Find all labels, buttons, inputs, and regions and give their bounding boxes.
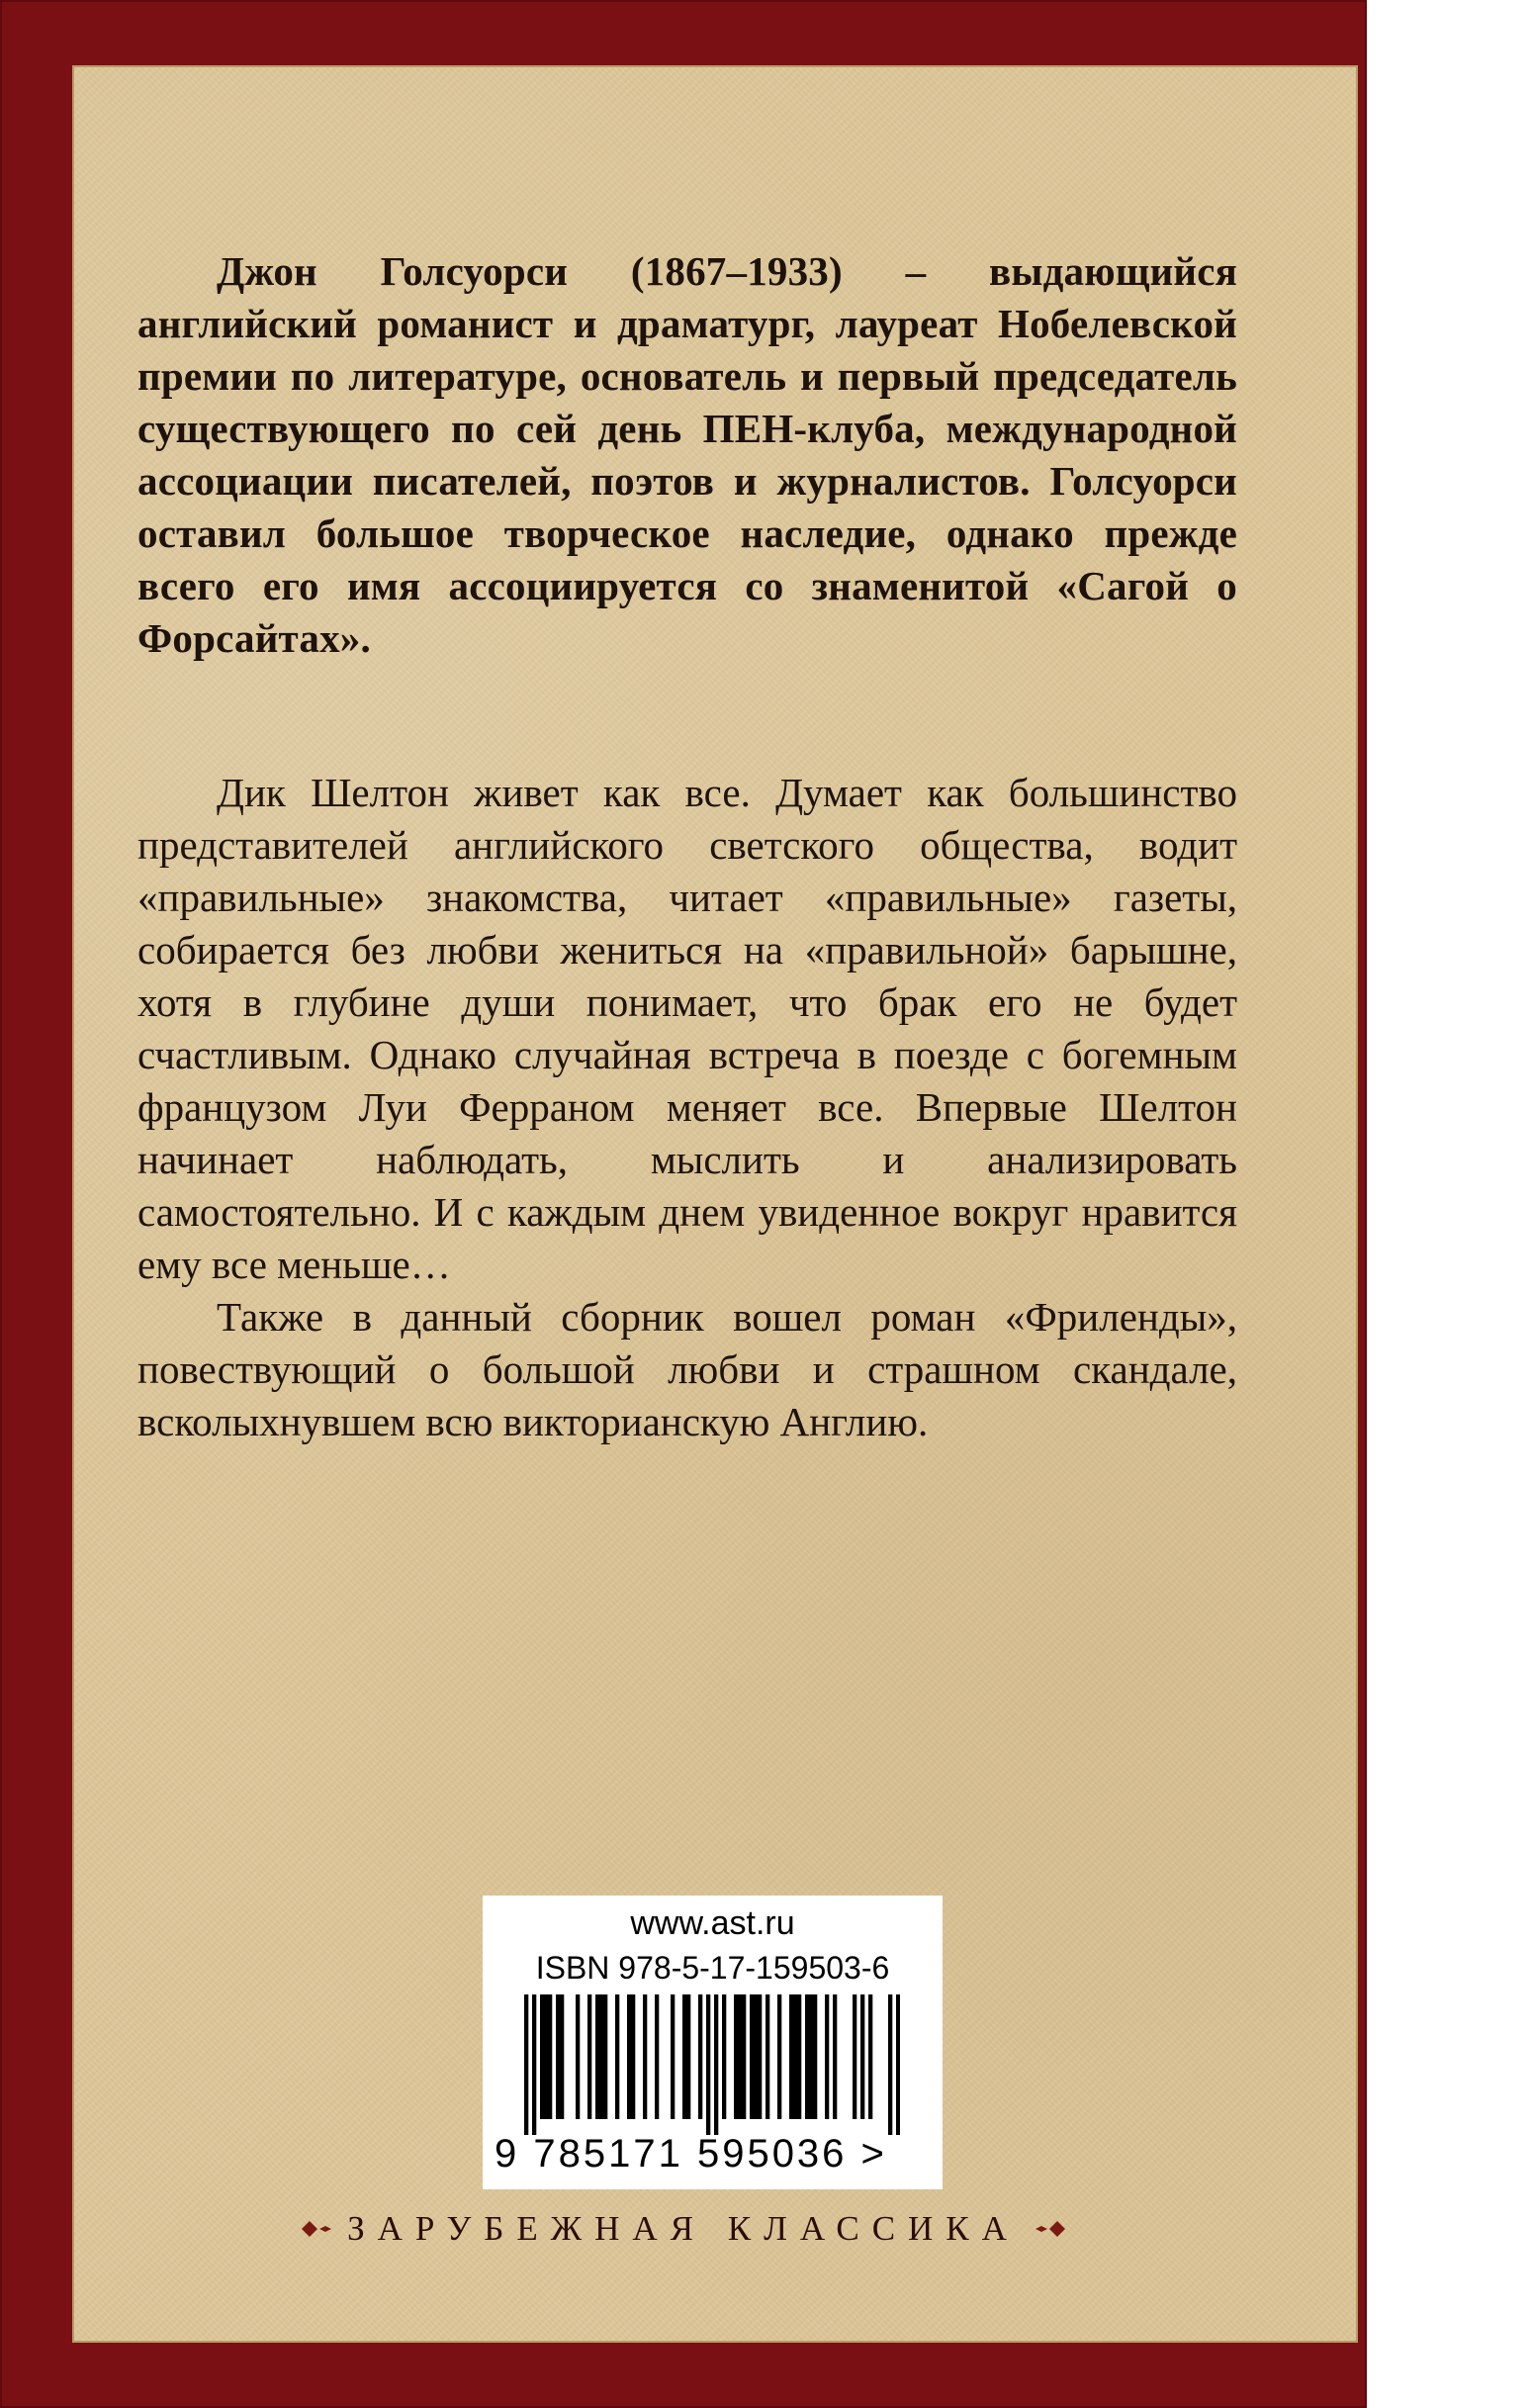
- synopsis-paragraph-2: Также в данный сборник вошел роман «Фриленды», повествующий о большой любви и страшном скандале, всколыхнувшем всю викторианскую Англию.: [137, 1294, 1237, 1444]
- author-bio-paragraph: Джон Голсуорси (1867–1933) – выдающийся английский романист и драматург, лауреат Нобелевской премии по литературе, основатель и первый председатель существующего по сей день ПЕН-клуба, международной ассоциации писателей, поэтов и журналистов. Голсуорси оставил большое творческое наследие, однако прежде всего его имя ассоциируется со знаменитой «Сагой о Форсайтах».: [137, 248, 1237, 661]
- barcode-bar: [738, 1994, 742, 2119]
- barcode-bar: [643, 1994, 647, 2119]
- book-synopsis: [137, 767, 1237, 1448]
- barcode-bar: [556, 1994, 560, 2119]
- barcode-bar: [714, 1994, 718, 2135]
- barcode-bar: [576, 1994, 580, 2119]
- barcode-bar: [706, 1994, 710, 2135]
- barcode-bar: [655, 1994, 659, 2119]
- barcode-bar: [631, 1994, 635, 2119]
- ean-barcode: [524, 1994, 900, 2135]
- barcode-bar: [532, 1994, 536, 2135]
- barcode-bar: [524, 1994, 528, 2135]
- barcode-bar: [758, 1994, 762, 2119]
- barcode-label: [483, 1896, 943, 2189]
- barcode-bar: [540, 1994, 544, 2119]
- barcode-bar: [587, 1994, 591, 2119]
- barcode-bar: [833, 1994, 837, 2119]
- barcode-bar: [805, 1994, 809, 2119]
- barcode-bar: [766, 1994, 769, 2119]
- ean-digits: 9 785171 595036 >: [495, 2132, 887, 2176]
- barcode-bar: [797, 1994, 801, 2119]
- isbn-number: ISBN 978-5-17-159503-6: [535, 1950, 890, 1986]
- barcode-bar: [789, 1994, 793, 2119]
- barcode-bar: [853, 1994, 856, 2119]
- barcode-bar: [615, 1994, 619, 2119]
- barcode-bar: [544, 1994, 548, 2119]
- barcode-bar: [896, 1994, 900, 2135]
- barcode-bar: [603, 1994, 607, 2119]
- series-footer: [0, 2207, 1367, 2251]
- barcode-bar: [686, 1994, 690, 2119]
- barcode-bar: [682, 1994, 686, 2119]
- barcode-bar: [868, 1994, 872, 2119]
- barcode-bar: [777, 1994, 781, 2119]
- barcode-bar: [734, 1994, 738, 2119]
- barcode-bar: [825, 1994, 829, 2119]
- barcode-bar: [742, 1994, 746, 2119]
- barcode-bar: [813, 1994, 817, 2119]
- barcode-bar: [860, 1994, 864, 2119]
- publisher-url: www.ast.ru: [630, 1904, 795, 1942]
- barcode-bar: [560, 1994, 564, 2119]
- barcode-bar: [671, 1994, 675, 2119]
- barcode-bar: [548, 1994, 552, 2119]
- synopsis-paragraph-1: Дик Шелтон живет как все. Думает как большинство представителей английского светского общества, водит «правильные» знакомства, читает «правильные» газеты, собирается без любви жениться на «правильной» барышне, хотя в глубине души понимает, что брак его не будет счастливым. Однако случайная встреча в поезде с богемным французом Луи Ферраном меняет все. Впервые Шелтон начинает наблюдать, мыслить и анализировать самостоятельно. И с каждым днем увиденное вокруг нравится ему все меньше…: [137, 770, 1237, 1287]
- diamond-ornament-icon: [300, 2218, 333, 2240]
- barcode-bar: [722, 1994, 726, 2119]
- barcode-bar: [627, 1994, 631, 2119]
- barcode-bar: [595, 1994, 599, 2119]
- barcode-bar: [698, 1994, 702, 2119]
- barcode-bar: [754, 1994, 758, 2119]
- barcode-bar: [750, 1994, 754, 2119]
- barcode-bar: [793, 1994, 797, 2119]
- barcode-bar: [888, 1994, 892, 2135]
- barcode-bar: [809, 1994, 813, 2119]
- diamond-ornament-icon: [1034, 2218, 1067, 2240]
- author-bio: [137, 245, 1237, 665]
- series-title: ЗАРУБЕЖНАЯ КЛАССИКА: [347, 2209, 1020, 2248]
- barcode-bar: [599, 1994, 603, 2119]
